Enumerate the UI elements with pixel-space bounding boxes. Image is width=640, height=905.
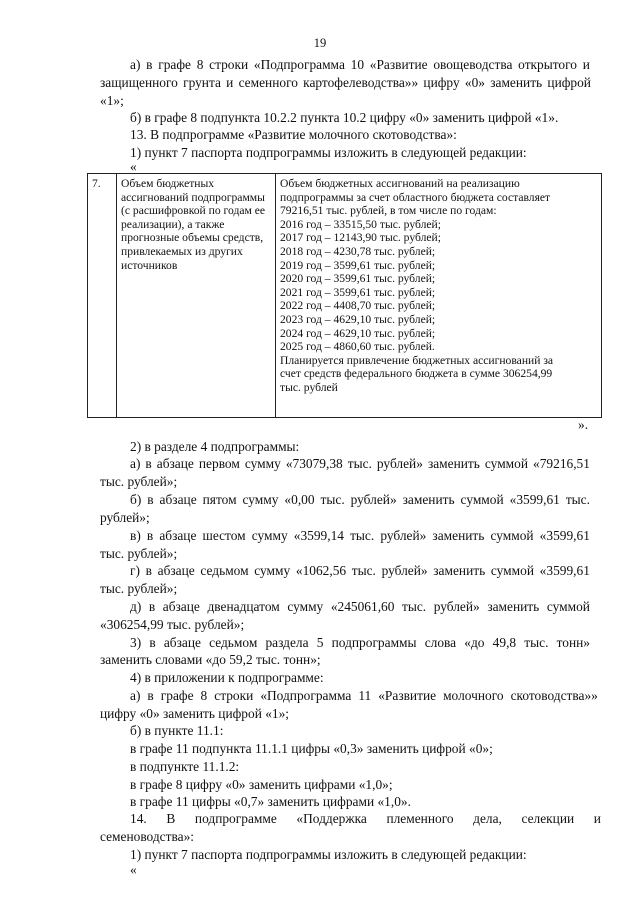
- table-content-line: Объем бюджетных ассигнований на реализацию: [280, 177, 520, 190]
- text-line: «1»;: [100, 93, 124, 108]
- text-line: д) в абзаце двенадцатом сумму «245061,60 тыс. рублей» заменить суммой: [130, 599, 590, 614]
- table-content-line: 79216,51 тыс. рублей, в том числе по годам:: [280, 204, 497, 218]
- table-content-line: Планируется привлечение бюджетных ассигнований за: [280, 353, 554, 367]
- text-line: тыс. рублей»;: [100, 546, 178, 561]
- text-line: б) в абзаце пятом сумму «0,00 тыс. рублей» заменить суммой «3599,61 тыс.: [130, 492, 590, 507]
- table-content-line: 2016 год – 33515,50 тыс. рублей;: [280, 217, 441, 231]
- table-cell-content: [276, 174, 602, 418]
- page-number: 19: [313, 36, 327, 50]
- table-content-line: 2018 год – 4230,78 тыс. рублей;: [280, 244, 436, 258]
- text-line: в подпункте 11.1.2:: [130, 759, 240, 774]
- text-line: в графе 8 цифру «0» заменить цифрами «1,0»;: [130, 777, 393, 792]
- text-line: а) в абзаце первом сумму «73079,38 тыс. рублей» заменить суммой «79216,51: [130, 456, 590, 471]
- table-content-line: 2020 год – 3599,61 тыс. рублей;: [280, 272, 436, 286]
- text-line: б) в графе 8 подпункта 10.2.2 пункта 10.2 цифру «0» заменить цифрой «1».: [130, 110, 559, 125]
- text-line: б) в пункте 11.1:: [130, 723, 224, 738]
- table-cell-number: 7.: [88, 174, 117, 418]
- text-line: 13. В подпрограмме «Развитие молочного скотоводства»:: [130, 127, 457, 142]
- table-content-line: 2023 год – 4629,10 тыс. рублей;: [280, 312, 436, 326]
- text-line: рублей»;: [100, 510, 150, 525]
- table-content-line: 2025 год – 4860,60 тыс. рублей.: [280, 340, 435, 354]
- text-line: 1) пункт 7 паспорта подпрограммы изложить в следующей редакции:: [130, 847, 527, 862]
- open-quote: «: [130, 159, 137, 174]
- text-line: заменить словами «до 59,2 тыс. тонн»;: [100, 652, 321, 667]
- text-line: а) в графе 8 строки «Подпрограмма 10 «Развитие овощеводства открытого и: [130, 57, 590, 72]
- table-content-line: 2017 год – 12143,90 тыс. рублей;: [280, 231, 441, 245]
- text-line: 2) в разделе 4 подпрограммы:: [130, 439, 300, 454]
- table-content-line: подпрограммы за счет областного бюджета составляет: [280, 190, 551, 204]
- text-line: семеноводства»:: [100, 829, 194, 844]
- text-line-spaced: [130, 810, 601, 827]
- text-line: в графе 11 подпункта 11.1.1 цифры «0,3» заменить цифрой «0»;: [130, 741, 493, 756]
- table-content-line: 2021 год – 3599,61 тыс. рублей;: [280, 285, 436, 299]
- text-line: цифру «0» заменить цифрой «1»;: [100, 706, 290, 721]
- text-line: 3) в абзаце седьмом раздела 5 подпрограммы слова «до 49,8 тыс. тонн»: [130, 635, 590, 650]
- text-line: в графе 11 цифры «0,7» заменить цифрами «1,0».: [130, 794, 411, 809]
- text-line: тыс. рублей»;: [100, 474, 178, 489]
- text-line: защищенного грунта и семенного картофелеводства»» цифру «0» заменить цифрой: [100, 75, 591, 90]
- table-content-line: 2019 год – 3599,61 тыс. рублей;: [280, 258, 436, 272]
- open-quote: «: [130, 862, 137, 877]
- text-line: в) в абзаце шестом сумму «3599,14 тыс. рублей» заменить суммой «3599,61: [130, 528, 590, 543]
- close-quote: ».: [578, 417, 589, 432]
- table-content-line: тыс. рублей: [280, 380, 338, 394]
- text-line: 14. В подпрограмме «Поддержка племенного дела, селекции и: [130, 811, 601, 826]
- table-content-line: счет средств федерального бюджета в сумме 306254,99: [280, 367, 553, 381]
- table-content-line: 2022 год – 4408,70 тыс. рублей;: [280, 299, 436, 313]
- text-line: «306254,99 тыс. рублей»;: [100, 617, 245, 632]
- text-line: тыс. рублей»;: [100, 581, 178, 596]
- table-cell-label: [117, 174, 276, 418]
- passport-table: [87, 173, 602, 418]
- table-row: [88, 174, 602, 418]
- text-line: а) в графе 8 строки «Подпрограмма 11 «Развитие молочного скотоводства»»: [130, 688, 598, 703]
- text-line: г) в абзаце седьмом сумму «1062,56 тыс. рублей» заменить суммой «3599,61: [130, 563, 590, 578]
- text-line: 1) пункт 7 паспорта подпрограммы изложить в следующей редакции:: [130, 145, 527, 160]
- text-line: 4) в приложении к подпрограмме:: [130, 670, 324, 685]
- table-label-text: Объем бюджетных ассигнований подпрограммы (с расшифровкой по годам ее реализации), а также прогнозные объемы средств, привлекаемых из других источников: [121, 177, 266, 272]
- table-content-line: 2024 год – 4629,10 тыс. рублей;: [280, 326, 436, 340]
